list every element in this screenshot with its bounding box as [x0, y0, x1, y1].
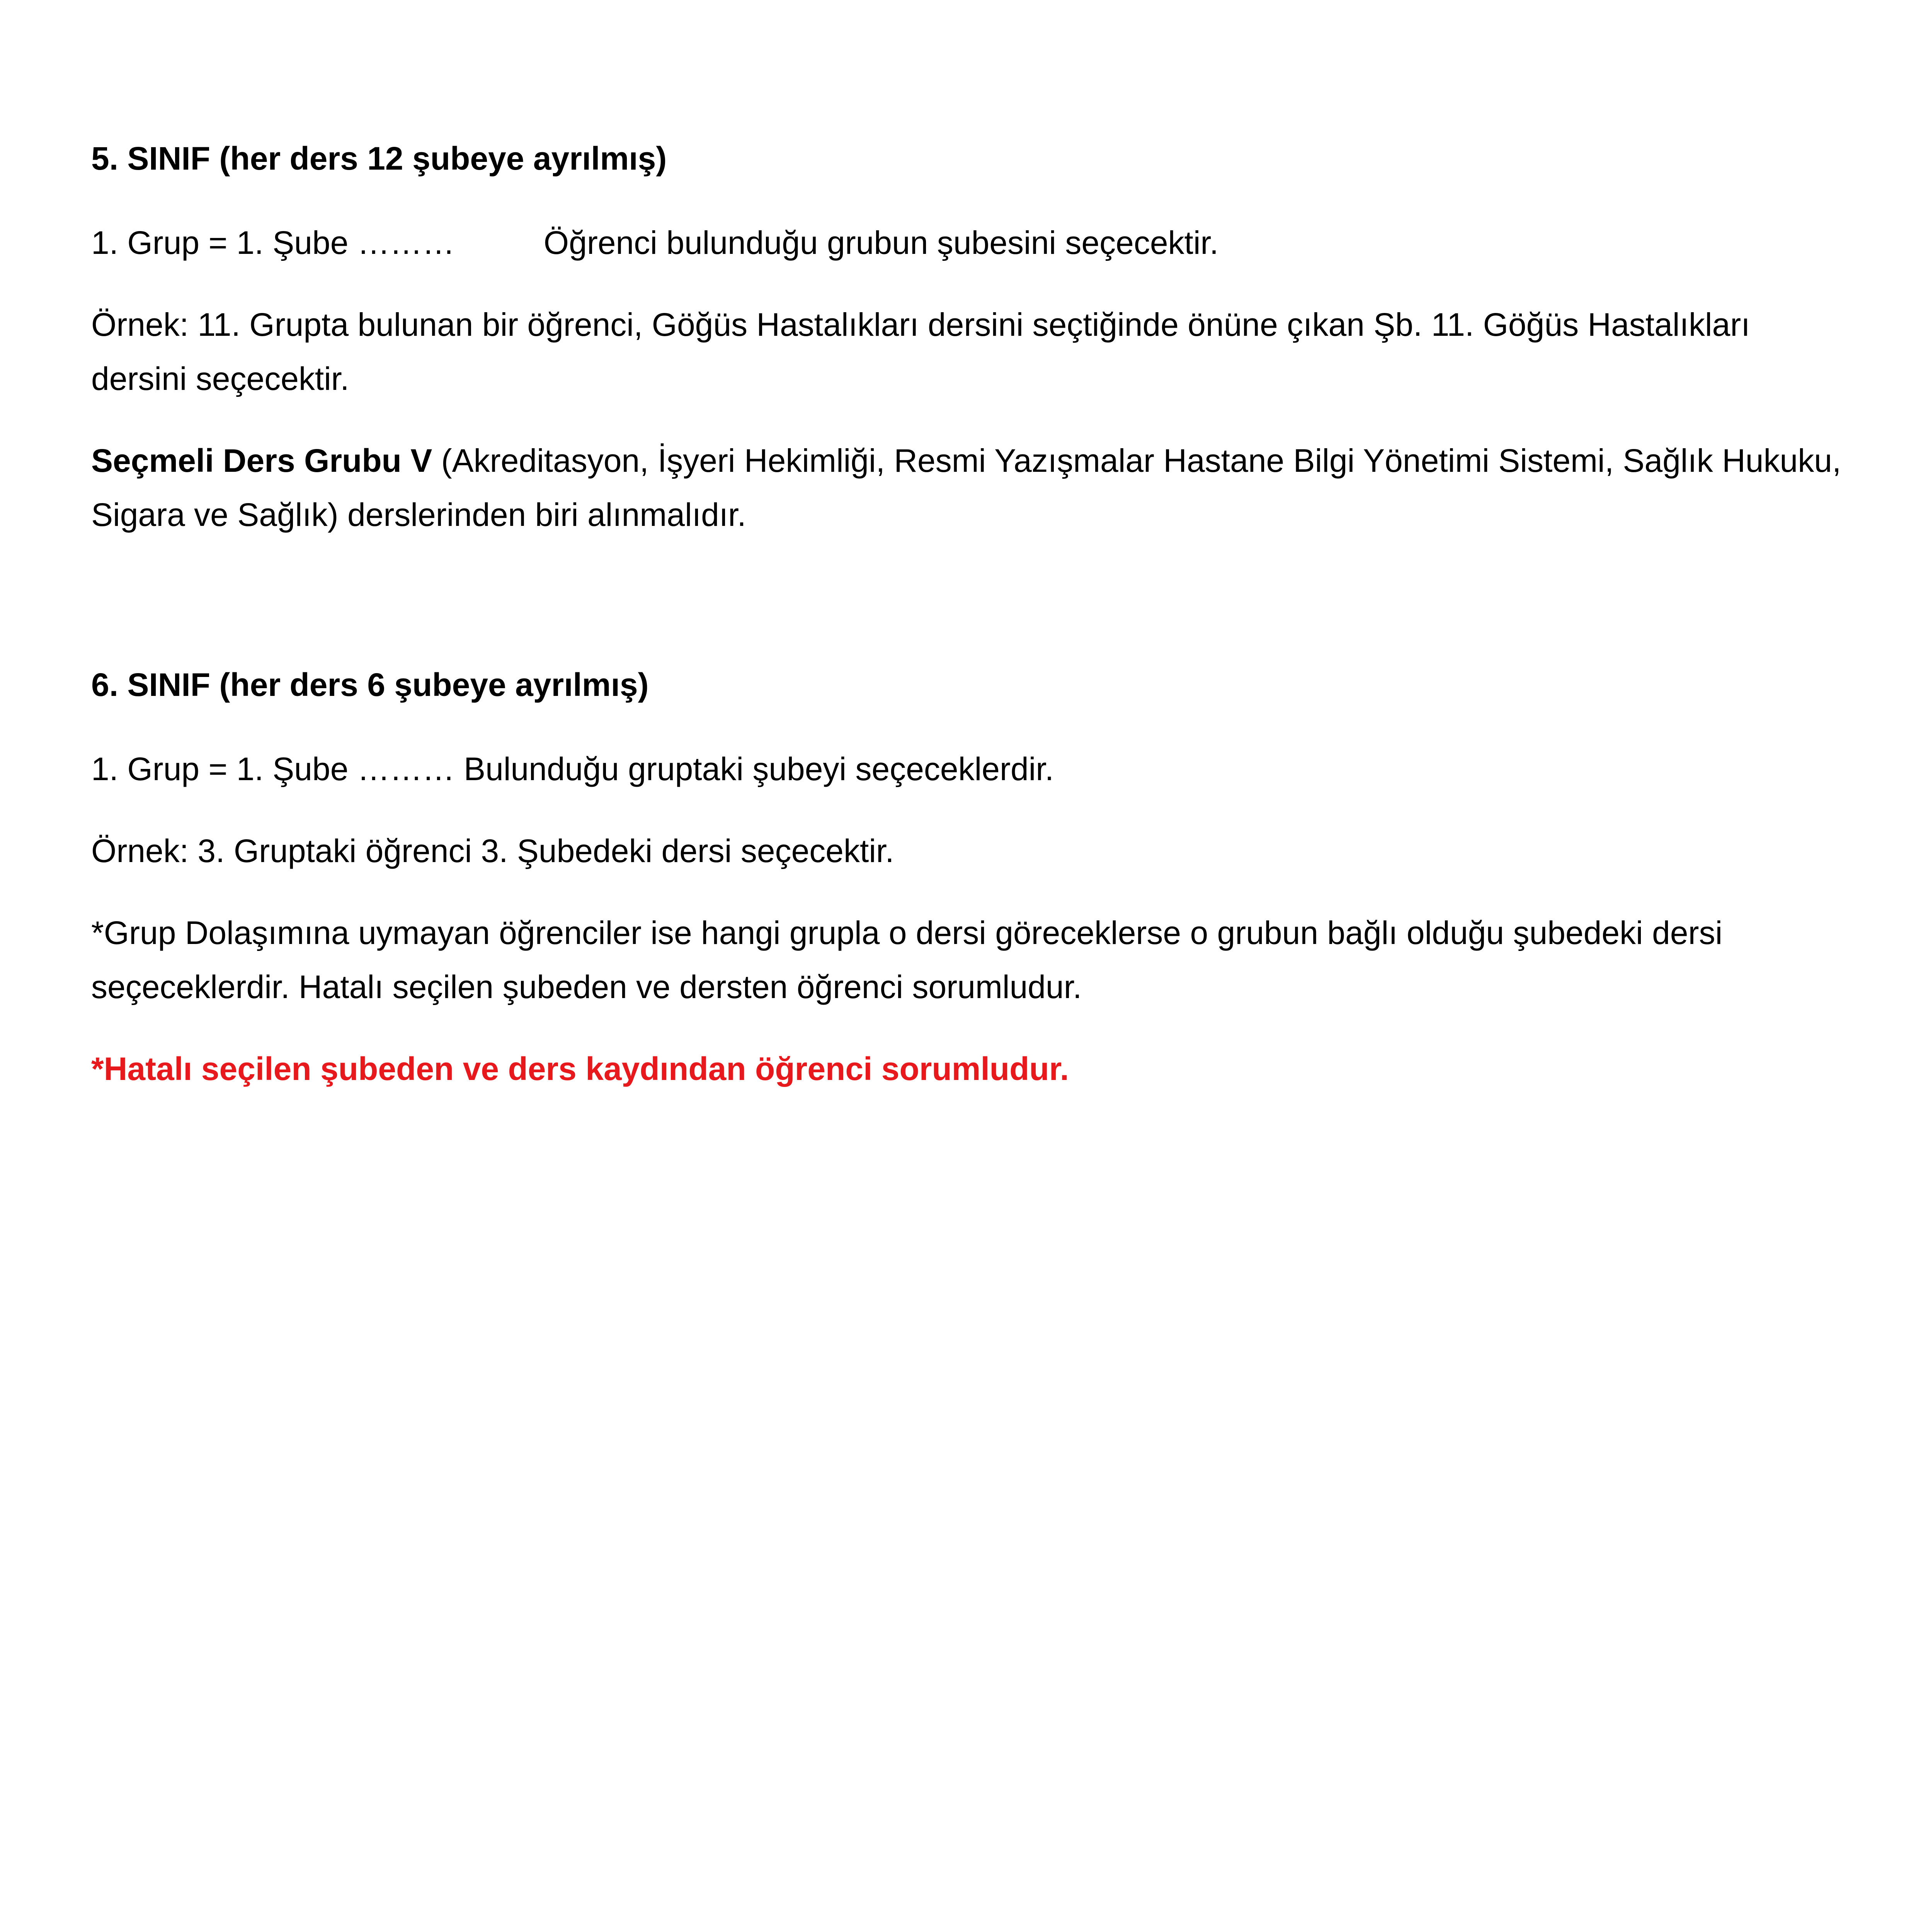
elective-group-text: (Akreditasyon, İşyeri Hekimliği, Resmi Yazışmalar Hastane Bilgi Yönetimi Sistemi, Sağlık Hukuku, Sigara ve Sağlık) derslerinden biri alınmalıdır.	[91, 442, 1841, 533]
elective-group-label: Seçmeli Ders Grubu V	[91, 442, 432, 479]
section-6-warning: *Hatalı seçilen şubeden ve ders kaydından öğrenci sorumludur.	[91, 1051, 1069, 1087]
section-5-elective	[91, 434, 1853, 542]
section-5-rule-right: Öğrenci bulunduğu grubun şubesini seçecektir.	[543, 224, 1219, 261]
section-5-heading: 5. SINIF (her ders 12 şubeye ayrılmış)	[91, 140, 667, 177]
section-6-rule: 1. Grup = 1. Şube ……… Bulunduğu gruptaki şubeyi seçeceklerdir.	[91, 751, 1054, 787]
section-5-rule	[91, 216, 1853, 270]
document-page	[91, 131, 1853, 1124]
section-6-heading: 6. SINIF (her ders 6 şubeye ayrılmış)	[91, 667, 649, 703]
section-6-note: *Grup Dolaşımına uymayan öğrenciler ise hangi grupla o dersi göreceklerse o grubun bağlı olduğu şubedeki dersi seçeceklerdir. Hatalı seçilen şubeden ve dersten öğrenci sorumludur.	[91, 915, 1723, 1005]
section-grade-6	[91, 658, 1853, 1096]
section-5-example: Örnek: 11. Grupta bulunan bir öğrenci, Göğüs Hastalıkları dersini seçtiğinde önüne çıkan Şb. 11. Göğüs Hastalıkları dersini seçecektir.	[91, 306, 1750, 397]
section-5-rule-left: 1. Grup = 1. Şube ………	[91, 224, 455, 261]
section-grade-5	[91, 131, 1853, 542]
section-6-example: Örnek: 3. Gruptaki öğrenci 3. Şubedeki dersi seçecektir.	[91, 833, 894, 869]
